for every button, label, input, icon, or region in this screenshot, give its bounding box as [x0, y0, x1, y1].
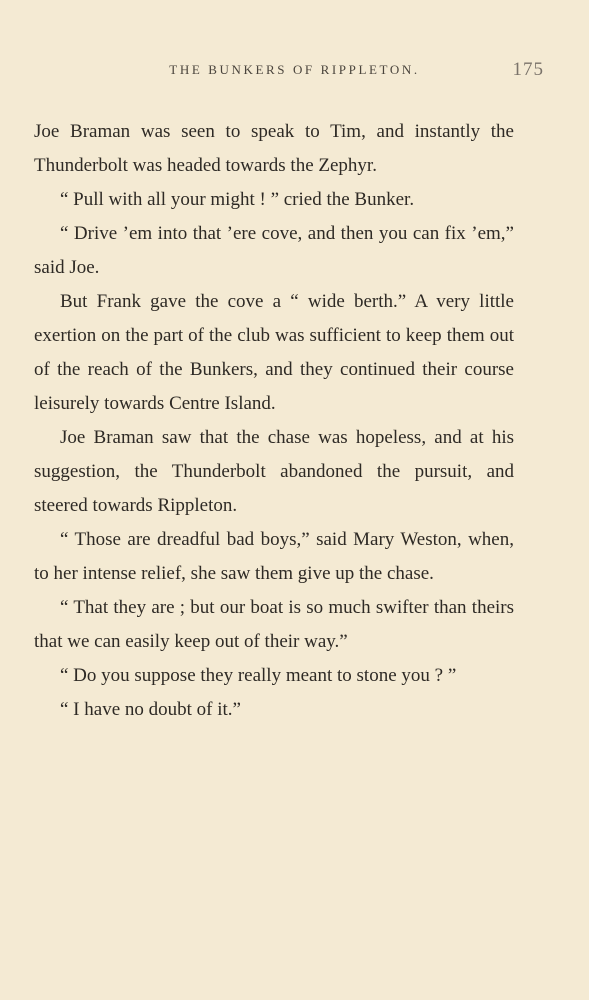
paragraph: Joe Braman saw that the chase was hopeless, and at his suggestion, the Thunderbolt abandoned the pursuit, and steered towards Rippleton.: [34, 427, 514, 516]
page-number: 175: [512, 59, 544, 80]
paragraph: But Frank gave the cove a “ wide berth.” A very little exertion on the part of the club was sufficient to keep them out of the reach of the Bunkers, and they continued their course leisurely towards Centre Island.: [34, 291, 514, 414]
paragraph: Joe Braman was seen to speak to Tim, and instantly the Thunderbolt was headed towards the Zephyr.: [34, 121, 514, 176]
page-header: [0, 60, 589, 84]
paragraph: “ Do you suppose they really meant to stone you ? ”: [60, 665, 457, 686]
paragraph: “ Those are dreadful bad boys,” said Mary Weston, when, to her intense relief, she saw them give up the chase.: [34, 529, 514, 584]
running-title: THE BUNKERS OF RIPPLETON.: [169, 62, 420, 77]
paragraph: “ Drive ’em into that ’ere cove, and then you can fix ’em,” said Joe.: [34, 223, 514, 278]
paragraph: “ Pull with all your might ! ” cried the Bunker.: [60, 189, 415, 210]
body-text: [34, 115, 514, 727]
paragraph: “ I have no doubt of it.”: [60, 699, 241, 720]
paragraph: “ That they are ; but our boat is so much swifter than theirs that we can easily keep out of their way.”: [34, 597, 514, 652]
